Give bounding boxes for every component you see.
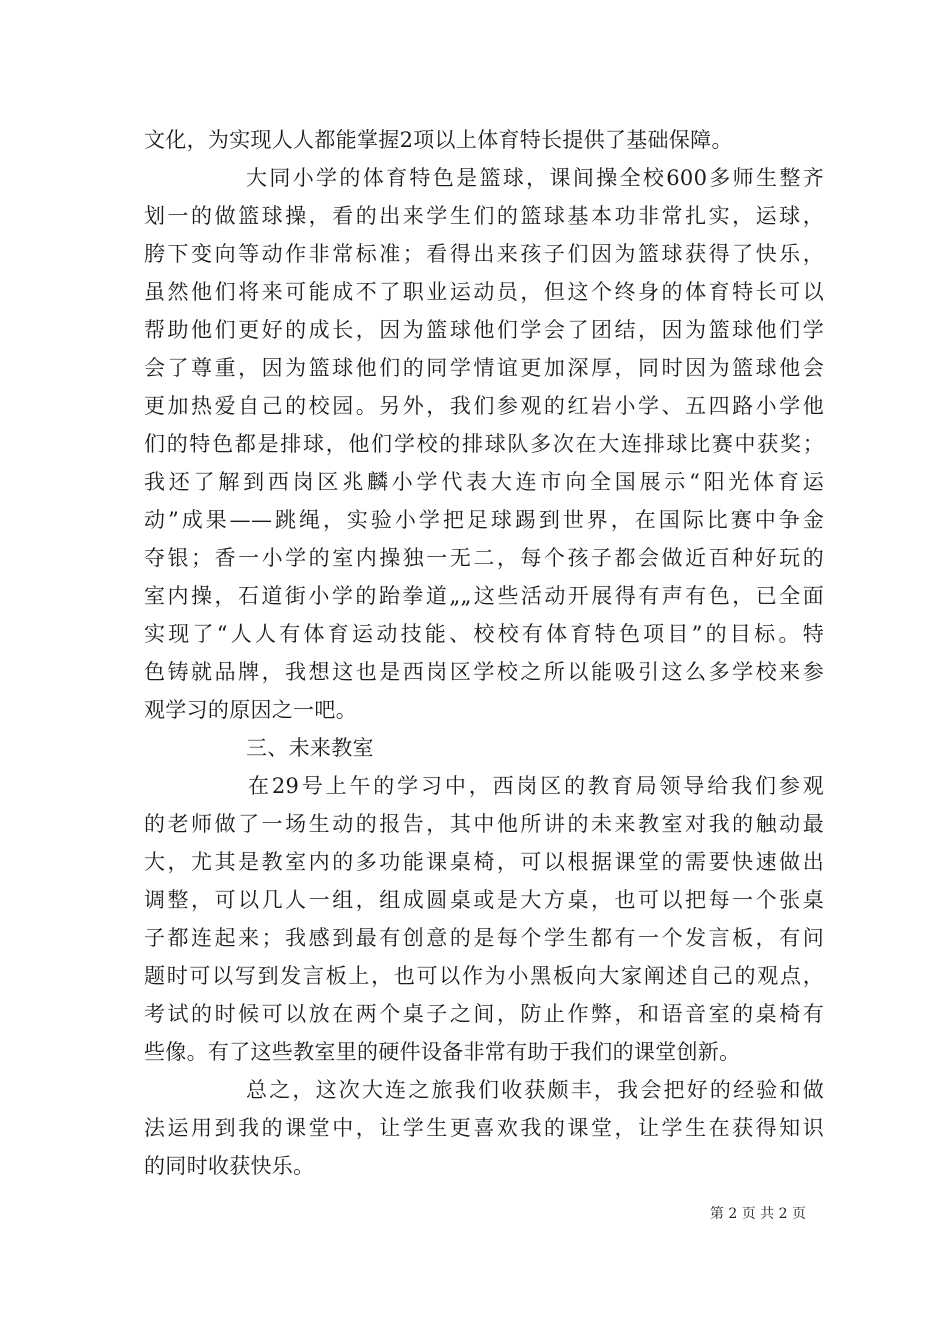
- paragraph-line: 调整，可以几人一组，组成圆桌或是大方桌，也可以把每一个张桌: [144, 888, 824, 912]
- paragraph-line: 虽然他们将来可能成不了职业运动员，但这个终身的体育特长可以: [144, 280, 824, 304]
- paragraph-line: 大，尤其是教室内的多功能课桌椅，可以根据课堂的需要快速做出: [144, 850, 824, 874]
- paragraph-line: 胯下变向等动作非常标准；看得出来孩子们因为篮球获得了快乐，: [144, 242, 824, 266]
- paragraph-line: 划一的做篮球操，看的出来学生们的篮球基本功非常扎实，运球，: [144, 204, 824, 228]
- paragraph-line: 些像。有了这些教室里的硬件设备非常有助于我们的课堂创新。: [144, 1040, 741, 1064]
- paragraph-line: 考试的时候可以放在两个桌子之间，防止作弊，和语音室的桌椅有: [144, 1002, 824, 1026]
- paragraph-line: 题时可以写到发言板上，也可以作为小黑板向大家阐述自己的观点，: [144, 964, 824, 988]
- paragraph-line: 实现了“人人有体育运动技能、校校有体育特色项目”的目标。特: [144, 622, 824, 646]
- paragraph-line: 室内操，石道街小学的跆拳道„„这些活动开展得有声有色，已全面: [144, 584, 824, 608]
- paragraph-line: 法运用到我的课堂中，让学生更喜欢我的课堂，让学生在获得知识: [144, 1116, 824, 1140]
- page-number-footer: 第 2 页 共 2 页: [709, 1206, 806, 1222]
- paragraph-line: 更加热爱自己的校园。另外，我们参观的红岩小学、五四路小学他: [144, 394, 824, 418]
- paragraph-line: 的老师做了一场生动的报告，其中他所讲的未来教室对我的触动最: [144, 812, 824, 836]
- paragraph-line: 总之，这次大连之旅我们收获颇丰，我会把好的经验和做: [246, 1078, 824, 1102]
- paragraph-line: 观学习的原因之一吧。: [144, 698, 357, 722]
- paragraph-line: 我还了解到西岗区兆麟小学代表大连市向全国展示“阳光体育运: [144, 470, 824, 494]
- paragraph-line: 会了尊重，因为篮球他们的同学情谊更加深厚，同时因为篮球他会: [144, 356, 824, 380]
- paragraph-line: 子都连起来；我感到最有创意的是每个学生都有一个发言板，有问: [144, 926, 824, 950]
- paragraph-line: 们的特色都是排球，他们学校的排球队多次在大连排球比赛中获奖；: [144, 432, 824, 456]
- paragraph-line: 文化，为实现人人都能掌握2项以上体育特长提供了基础保障。: [144, 128, 733, 152]
- paragraph-line: 夺银；香一小学的室内操独一无二，每个孩子都会做近百种好玩的: [144, 546, 824, 570]
- paragraph-line: 帮助他们更好的成长，因为篮球他们学会了团结，因为篮球他们学: [144, 318, 824, 342]
- paragraph-line: 色铸就品牌，我想这也是西岗区学校之所以能吸引这么多学校来参: [144, 660, 824, 684]
- paragraph-line: 动”成果——跳绳，实验小学把足球踢到世界，在国际比赛中争金: [144, 508, 824, 532]
- paragraph-line: 在29号上午的学习中，西岗区的教育局领导给我们参观: [248, 774, 824, 798]
- paragraph-line: 大同小学的体育特色是篮球，课间操全校600多师生整齐: [246, 166, 824, 190]
- section-heading: 三、未来教室: [246, 736, 374, 760]
- paragraph-line: 的同时收获快乐。: [144, 1154, 315, 1178]
